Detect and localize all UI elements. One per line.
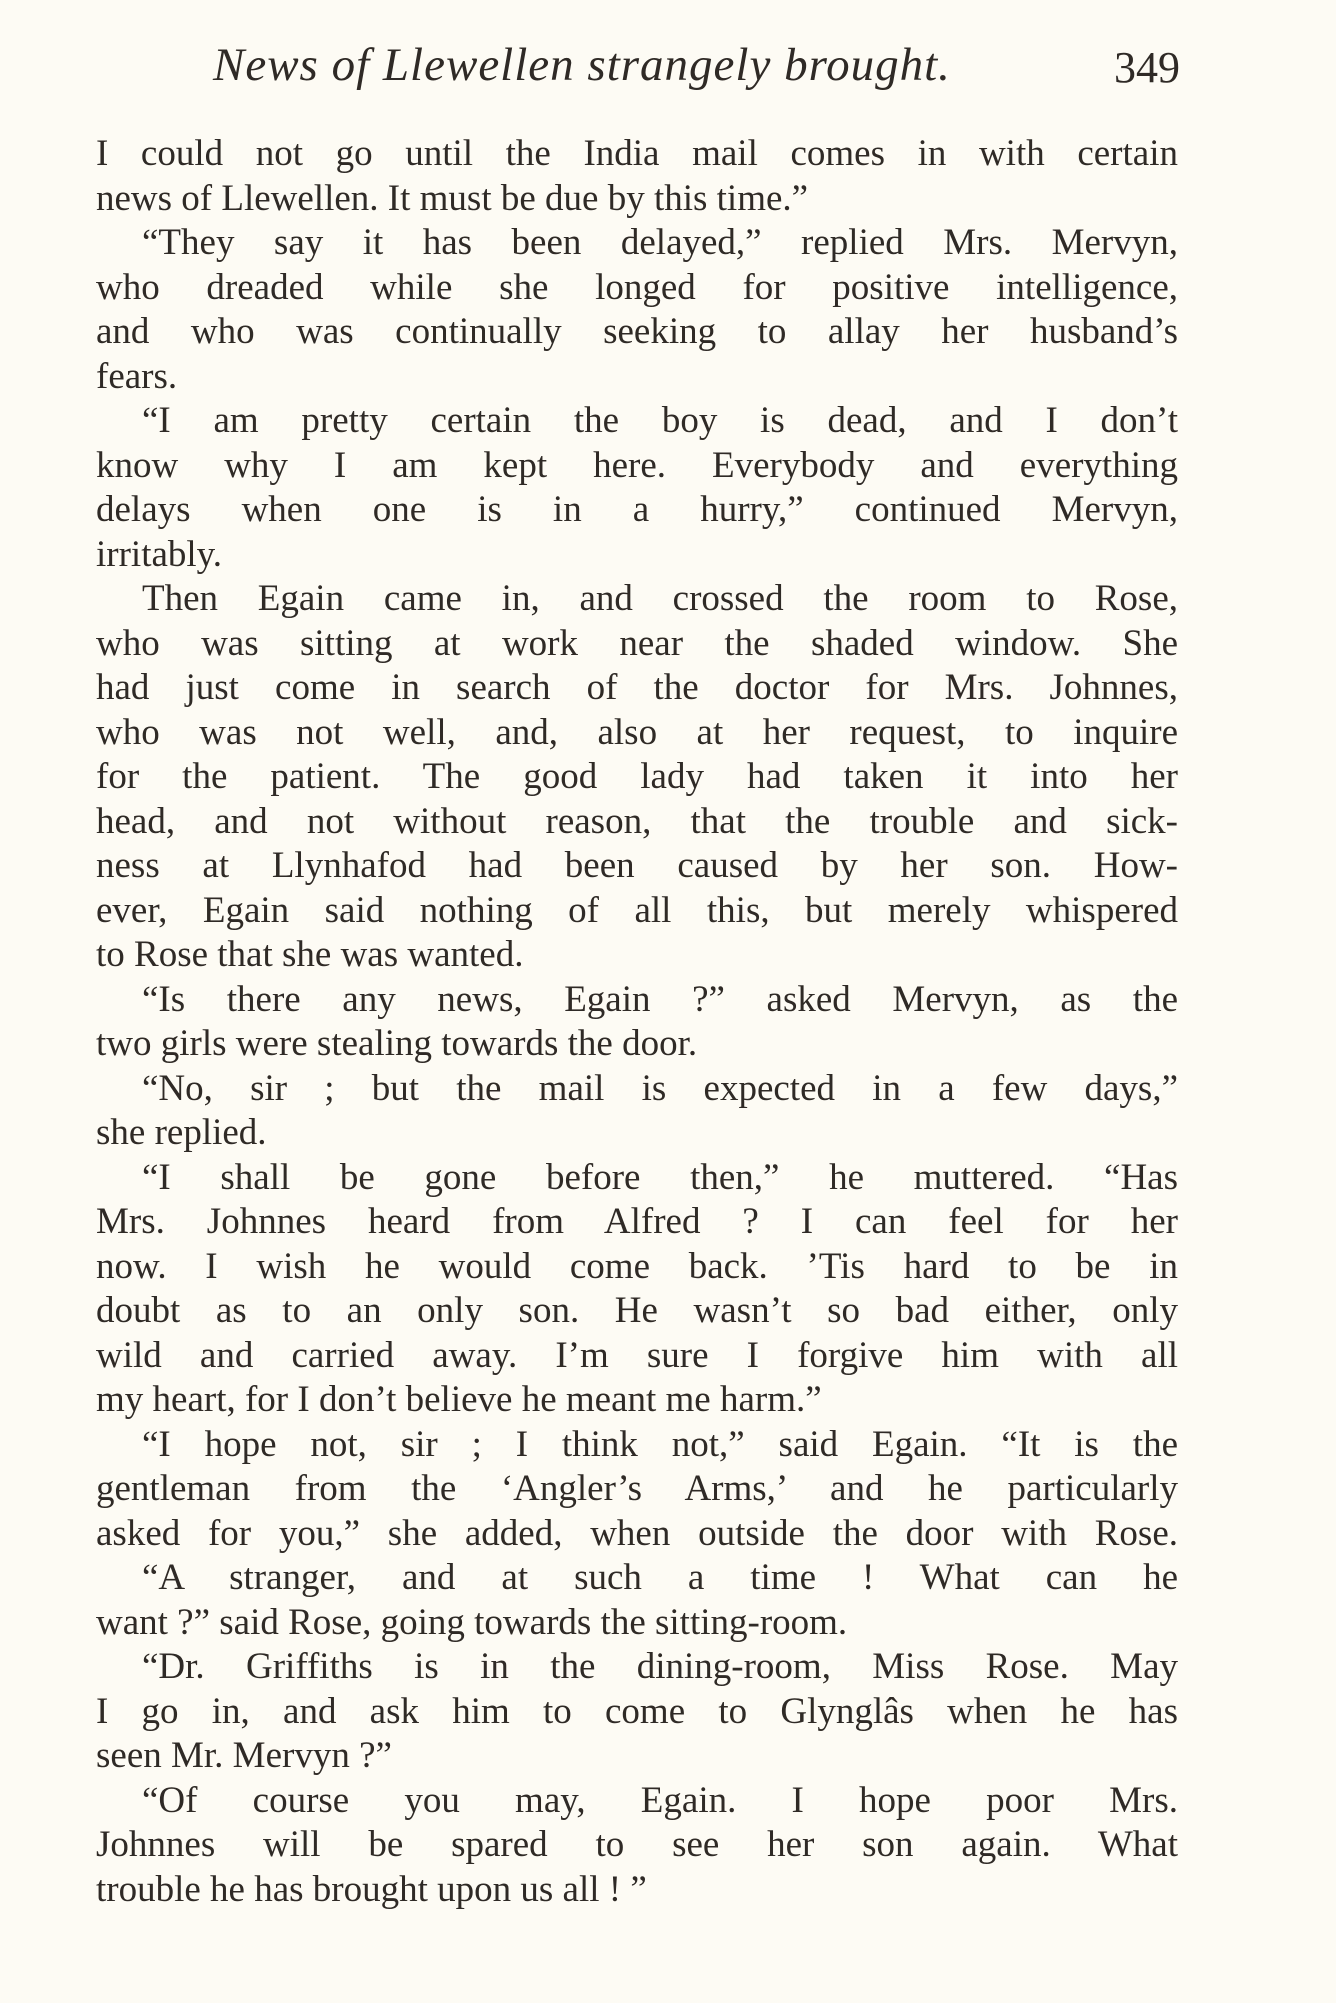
text-line: ever, Egain said nothing of all this, but merely whispered — [96, 889, 1178, 931]
text-line: I go in, and ask him to come to Glynglâs when he has — [96, 1690, 1178, 1732]
text-line: ness at Llynhafod had been caused by her son. How- — [96, 845, 1178, 886]
running-title: News of Llewellen strangely brought. — [213, 39, 951, 91]
running-head — [95, 38, 1180, 108]
text-line: who was sitting at work near the shaded window. She — [96, 622, 1178, 664]
text-line: want ?” said Rose, going towards the sitting-room. — [96, 1601, 848, 1643]
text-line: wild and carried away. I’m sure I forgive him with all — [96, 1334, 1178, 1376]
text-line: irritably. — [96, 533, 223, 575]
text-line: “No, sir ; but the mail is expected in a few days,” — [142, 1067, 1178, 1109]
text-line: delays when one is in a hurry,” continued Mervyn, — [96, 489, 1178, 530]
text-line: “I shall be gone before then,” he muttered. “Has — [142, 1156, 1178, 1198]
text-line: who was not well, and, also at her request, to inquire — [96, 711, 1178, 753]
text-line: my heart, for I don’t believe he meant me harm.” — [96, 1379, 822, 1420]
text-line: trouble he has brought upon us all ! ” — [96, 1868, 647, 1910]
text-line: who dreaded while she longed for positive intelligence, — [96, 266, 1178, 308]
text-line: Johnnes will be spared to see her son again. What — [96, 1824, 1178, 1865]
text-line: “Dr. Griffiths is in the dining-room, Miss Rose. May — [142, 1646, 1178, 1687]
text-line: know why I am kept here. Everybody and everything — [96, 444, 1178, 486]
text-line: “I am pretty certain the boy is dead, and I don’t — [142, 400, 1178, 441]
text-line: “Is there any news, Egain ?” asked Mervyn, as the — [142, 978, 1178, 1020]
text-line: Mrs. Johnnes heard from Alfred ? I can feel for her — [96, 1201, 1178, 1242]
text-line: now. I wish he would come back. ’Tis hard to be in — [96, 1245, 1178, 1287]
text-line: head, and not without reason, that the trouble and sick- — [96, 800, 1178, 842]
text-line: “They say it has been delayed,” replied Mrs. Mervyn, — [142, 222, 1178, 263]
text-line: “A stranger, and at such a time ! What can he — [142, 1557, 1178, 1598]
text-line: she replied. — [96, 1112, 267, 1153]
text-line: Then Egain came in, and crossed the room to Rose, — [142, 578, 1178, 619]
text-line: seen Mr. Mervyn ?” — [96, 1735, 392, 1776]
text-line: I could not go until the India mail comes in with certain — [96, 133, 1178, 174]
text-line: doubt as to an only son. He wasn’t so bad either, only — [96, 1290, 1178, 1331]
text-line: gentleman from the ‘Angler’s Arms,’ and he particularly — [96, 1468, 1178, 1509]
text-line: and who was continually seeking to allay her husband’s — [96, 311, 1178, 352]
text-line: “I hope not, sir ; I think not,” said Egain. “It is the — [142, 1423, 1178, 1465]
text-line: news of Llewellen. It must be due by this time.” — [96, 177, 809, 219]
text-line: asked for you,” she added, when outside the door with Rose. — [96, 1512, 1178, 1554]
text-line: fears. — [96, 355, 178, 397]
text-line: had just come in search of the doctor for Mrs. Johnnes, — [96, 667, 1178, 708]
text-line: to Rose that she was wanted. — [96, 934, 524, 975]
body-text — [96, 132, 1178, 1912]
text-line: “Of course you may, Egain. I hope poor Mrs. — [142, 1779, 1178, 1821]
text-line: for the patient. The good lady had taken it into her — [96, 756, 1178, 797]
page-number: 349 — [1114, 43, 1180, 92]
text-line: two girls were stealing towards the door. — [96, 1023, 698, 1064]
